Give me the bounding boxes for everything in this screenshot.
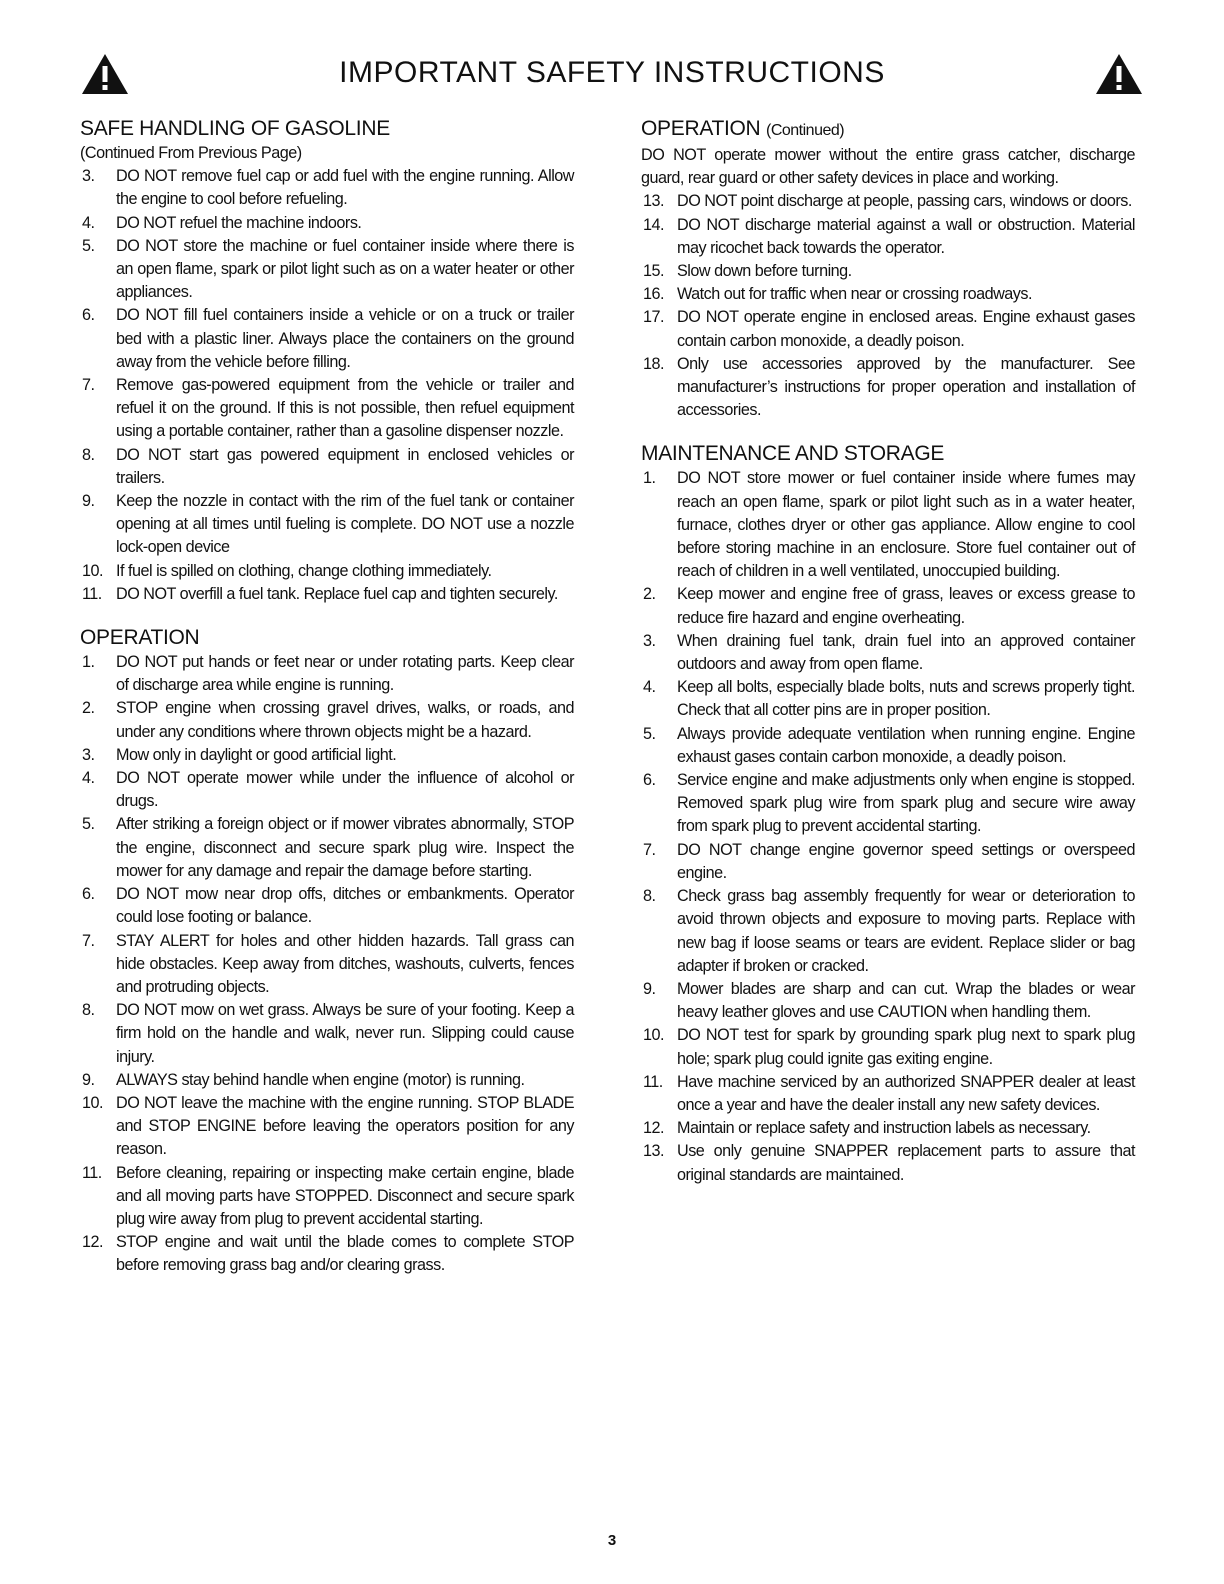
- item-text: Slow down before turning.: [677, 262, 852, 281]
- list-item: [641, 260, 1135, 283]
- item-text: DO NOT fill fuel containers inside a vehicle or on a truck or trailer bed with a plastic liner. Always place the containers on the ground away from the vehicle before filling.: [116, 306, 574, 371]
- item-text: Mow only in daylight or good artificial light.: [116, 745, 397, 764]
- item-text: DO NOT test for spark by grounding spark plug next to spark plug hole; spark plug could ignite gas exiting engine.: [677, 1026, 1135, 1068]
- item-number: 13.: [643, 192, 665, 211]
- page-header: [80, 52, 1144, 100]
- list-item: [641, 723, 1135, 769]
- list-item: [641, 1140, 1135, 1186]
- item-number: 9.: [643, 979, 656, 998]
- list-item: [641, 190, 1135, 213]
- item-text: If fuel is spilled on clothing, change clothing immediately.: [116, 561, 492, 580]
- list-item: [641, 885, 1135, 978]
- item-text: After striking a foreign object or if mower vibrates abnormally, STOP the engine, disconnect and secure spark plug wire. Inspect the mower for any damage and repair the damage before starting.: [116, 815, 574, 880]
- list-item: [80, 304, 574, 374]
- item-number: 10.: [82, 1093, 104, 1112]
- item-number: 16.: [643, 285, 665, 304]
- item-text: DO NOT start gas powered equipment in enclosed vehicles or trailers.: [116, 445, 574, 487]
- item-text: Watch out for traffic when near or crossing roadways.: [677, 285, 1032, 304]
- list-item: [641, 1117, 1135, 1140]
- item-text: DO NOT discharge material against a wall or obstruction. Material may ricochet back towards the operator.: [677, 215, 1135, 257]
- item-number: 4.: [82, 213, 95, 232]
- item-number: 2.: [82, 699, 95, 718]
- item-number: 17.: [643, 308, 665, 327]
- list-item: [641, 769, 1135, 839]
- section-title-operation: OPERATION: [80, 626, 200, 650]
- list-item: [80, 1231, 574, 1277]
- item-text: Remove gas-powered equipment from the vehicle or trailer and refuel it on the ground. If this is not possible, then refuel equipment using a portable container, rather than a gasoline dispenser nozzle.: [116, 376, 574, 441]
- item-number: 8.: [82, 1001, 95, 1020]
- item-number: 7.: [643, 840, 656, 859]
- item-number: 8.: [82, 445, 95, 464]
- list-item: [641, 306, 1135, 352]
- item-text: STAY ALERT for holes and other hidden hazards. Tall grass can hide obstacles. Keep away from ditches, washouts, culverts, fences and protruding objects.: [116, 931, 574, 996]
- item-number: 1.: [82, 653, 95, 672]
- item-number: 4.: [643, 678, 656, 697]
- list-item: [641, 839, 1135, 885]
- list-item: [80, 583, 574, 606]
- item-number: 6.: [82, 306, 95, 325]
- section-title-gasoline: SAFE HANDLING OF GASOLINE: [80, 117, 390, 140]
- item-number: 5.: [82, 236, 95, 255]
- item-text: DO NOT operate mower while under the influence of alcohol or drugs.: [116, 769, 574, 811]
- section-title-maintenance: MAINTENANCE AND STORAGE: [641, 442, 945, 466]
- item-number: 5.: [643, 724, 656, 743]
- list-item: [641, 978, 1135, 1024]
- item-text: Maintain or replace safety and instruction labels as necessary.: [677, 1119, 1091, 1138]
- list-item: [80, 374, 574, 444]
- item-text: Keep mower and engine free of grass, leaves or excess grease to reduce fire hazard and engine overheating.: [677, 585, 1135, 627]
- page-title: IMPORTANT SAFETY INSTRUCTIONS: [339, 56, 885, 89]
- operation-list: [80, 651, 574, 1277]
- item-number: 6.: [643, 771, 656, 790]
- item-number: 3.: [82, 745, 95, 764]
- list-item: [641, 1024, 1135, 1070]
- item-text: When draining fuel tank, drain fuel into an approved container outdoors and away from open flame.: [677, 631, 1135, 674]
- item-text: Keep all bolts, especially blade bolts, nuts and screws properly tight. Check that all cotter pins are in proper position.: [677, 678, 1135, 720]
- item-text: DO NOT remove fuel cap or add fuel with the engine running. Allow the engine to cool before refueling.: [116, 167, 574, 209]
- list-item: [641, 283, 1135, 306]
- list-item: [80, 490, 574, 560]
- list-item: [80, 212, 574, 235]
- item-number: 6.: [82, 885, 95, 904]
- continued-note: (Continued From Previous Page): [80, 144, 302, 162]
- list-item: [641, 353, 1135, 423]
- list-item: [80, 560, 574, 583]
- section-title-operation-continued: [641, 116, 1135, 144]
- list-item: [80, 767, 574, 813]
- left-column: [80, 116, 574, 1278]
- item-text: DO NOT refuel the machine indoors.: [116, 213, 362, 232]
- operation-continued-list: [641, 190, 1135, 422]
- warning-triangle-icon: [1094, 52, 1144, 96]
- list-item: [80, 813, 574, 883]
- list-item: [80, 235, 574, 305]
- item-number: 9.: [82, 492, 95, 511]
- item-number: 11.: [82, 584, 102, 603]
- item-number: 15.: [643, 262, 665, 281]
- item-text: DO NOT put hands or feet near or under rotating parts. Keep clear of discharge area while engine is running.: [116, 653, 574, 695]
- item-text: Have machine serviced by an authorized SNAPPER dealer at least once a year and have the dealer install any new safety devices.: [677, 1072, 1135, 1114]
- item-number: 4.: [82, 769, 95, 788]
- list-item: [641, 1071, 1135, 1117]
- item-number: 3.: [82, 167, 95, 186]
- item-text: Mower blades are sharp and can cut. Wrap the blades or wear heavy leather gloves and use CAUTION when handling them.: [677, 979, 1135, 1022]
- item-number: 2.: [643, 585, 656, 604]
- list-item: [80, 1162, 574, 1232]
- list-item: [80, 165, 574, 211]
- item-number: 5.: [82, 815, 95, 834]
- list-item: [641, 467, 1135, 583]
- list-item: [80, 999, 574, 1069]
- list-item: [80, 651, 574, 697]
- item-text: Always provide adequate ventilation when running engine. Engine exhaust gases contain carbon monoxide, a deadly poison.: [677, 724, 1135, 766]
- item-number: 13.: [643, 1142, 665, 1161]
- continued-label: (Continued): [765, 122, 845, 139]
- maintenance-list: [641, 467, 1135, 1186]
- item-text: Keep the nozzle in contact with the rim of the fuel tank or container opening at all times until fueling is complete. DO NOT use a nozzle lock-open device: [116, 492, 574, 557]
- list-item: [80, 883, 574, 929]
- item-number: 18.: [643, 354, 665, 373]
- item-number: 14.: [643, 215, 665, 234]
- right-column: [641, 116, 1135, 1187]
- item-number: 11.: [643, 1072, 663, 1091]
- operation-intro: DO NOT operate mower without the entire grass catcher, discharge guard, rear guard or other safety devices in place and working.: [641, 146, 1135, 188]
- item-text: ALWAYS stay behind handle when engine (motor) is running.: [116, 1070, 525, 1089]
- list-item: [80, 744, 574, 767]
- item-number: 1.: [643, 469, 656, 488]
- list-item: [80, 697, 574, 743]
- item-text: DO NOT store mower or fuel container inside where fumes may reach an open flame, spark or pilot light such as in a water heater, furnace, clothes dryer or other gas appliance. Allow engine to cool before storing machine in an enclosure. Store fuel container out of reach of children in a well ventilated, unoccupied building.: [677, 469, 1135, 581]
- list-item: [641, 214, 1135, 260]
- item-number: 3.: [643, 631, 656, 650]
- item-number: 9.: [82, 1070, 95, 1089]
- list-item: [641, 676, 1135, 722]
- item-text: DO NOT leave the machine with the engine running. STOP BLADE and STOP ENGINE before leaving the operators position for any reason.: [116, 1093, 574, 1159]
- item-number: 7.: [82, 931, 95, 950]
- item-text: STOP engine when crossing gravel drives, walks, or roads, and under any conditions where thrown objects might be a hazard.: [116, 699, 574, 741]
- item-number: 10.: [82, 561, 104, 580]
- item-text: DO NOT point discharge at people, passing cars, windows or doors.: [677, 192, 1132, 211]
- list-item: [80, 930, 574, 1000]
- list-item: [80, 1069, 574, 1092]
- item-number: 12.: [643, 1119, 665, 1138]
- item-text: Service engine and make adjustments only when engine is stopped. Removed spark plug wire from spark plug and secure wire away from spark plug to prevent accidental starting.: [677, 771, 1135, 836]
- item-text: Check grass bag assembly frequently for wear or deterioration to avoid thrown objects and exposure to moving parts. Replace with new bag if loose seams or tears are evident. Replace slider or bag adapter if broken or cracked.: [677, 887, 1135, 975]
- item-text: DO NOT store the machine or fuel container inside where there is an open flame, spark or pilot light such as on a water heater or other appliances.: [116, 236, 574, 302]
- item-text: Use only genuine SNAPPER replacement parts to assure that original standards are maintained.: [677, 1142, 1135, 1184]
- item-number: 7.: [82, 376, 95, 395]
- item-text: STOP engine and wait until the blade comes to complete STOP before removing grass bag and/or clearing grass.: [116, 1233, 574, 1275]
- item-number: 10.: [643, 1026, 665, 1045]
- item-text: Before cleaning, repairing or inspecting make certain engine, blade and all moving parts have STOPPED. Disconnect and secure spark plug wire away from plug to prevent accidental starting.: [116, 1163, 574, 1228]
- item-number: 12.: [82, 1233, 104, 1252]
- item-text: Only use accessories approved by the manufacturer. See manufacturer’s instructions for proper operation and installation of accessories.: [677, 354, 1135, 420]
- item-text: DO NOT mow near drop offs, ditches or embankments. Operator could lose footing or balance.: [116, 885, 574, 927]
- list-item: [641, 583, 1135, 629]
- list-item: [80, 444, 574, 490]
- item-text: DO NOT mow on wet grass. Always be sure of your footing. Keep a firm hold on the handle and walk, never run. Slipping could cause injury.: [116, 1001, 574, 1066]
- item-number: 8.: [643, 887, 656, 906]
- gasoline-list: [80, 165, 574, 606]
- item-text: DO NOT overfill a fuel tank. Replace fuel cap and tighten securely.: [116, 584, 558, 603]
- section-title-text: OPERATION: [641, 117, 761, 140]
- item-number: 11.: [82, 1163, 102, 1182]
- list-item: [641, 630, 1135, 676]
- list-item: [80, 1092, 574, 1162]
- item-text: DO NOT operate engine in enclosed areas. Engine exhaust gases contain carbon monoxide, a deadly poison.: [677, 308, 1135, 350]
- item-text: DO NOT change engine governor speed settings or overspeed engine.: [677, 840, 1135, 882]
- page-number: 3: [607, 1532, 617, 1549]
